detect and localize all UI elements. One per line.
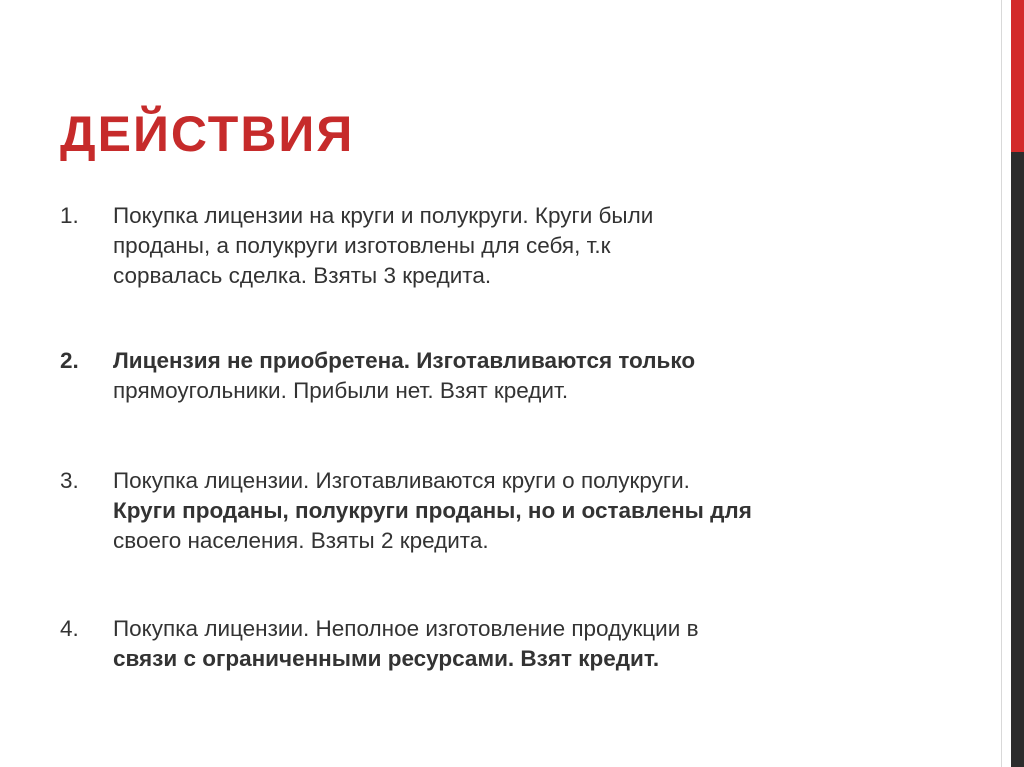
list-item-text <box>113 346 903 406</box>
list-item-text <box>113 466 903 556</box>
list-item-text <box>113 201 903 291</box>
list-item <box>60 201 940 291</box>
list-item-number: 1. <box>60 203 79 228</box>
list-item <box>60 466 940 556</box>
list-item-line: проданы, а полукруги изготовлены для себя, т.к <box>113 233 611 258</box>
list-item-line: Круги проданы, полукруги проданы, но и оставлены для <box>113 498 752 523</box>
list-item-number: 4. <box>60 616 79 641</box>
slide-edge-dark-bar <box>1011 152 1024 767</box>
list-item-number: 2. <box>60 348 79 373</box>
list-item-line: Покупка лицензии на круги и полукруги. Круги были <box>113 203 654 228</box>
list-item-line: Покупка лицензии. Изготавливаются круги о полукруги. <box>113 468 690 493</box>
list-item-line: своего населения. Взяты 2 кредита. <box>113 528 489 553</box>
list-item <box>60 346 940 406</box>
list-item-line: Покупка лицензии. Неполное изготовление продукции в <box>113 616 699 641</box>
list-item-line: прямоугольники. Прибыли нет. Взят кредит. <box>113 378 569 403</box>
slide-title: ДЕЙСТВИЯ <box>60 106 355 162</box>
list-item <box>60 614 940 674</box>
list-item-line: сорвалась сделка. Взяты 3 кредита. <box>113 263 492 288</box>
list-item-text <box>113 614 903 674</box>
list-item-line: связи с ограниченными ресурсами. Взят кредит. <box>113 646 660 671</box>
slide-edge-red-bar <box>1011 0 1024 152</box>
list-item-number: 3. <box>60 468 79 493</box>
list-item-line: Лицензия не приобретена. Изготавливаются только <box>113 348 696 373</box>
